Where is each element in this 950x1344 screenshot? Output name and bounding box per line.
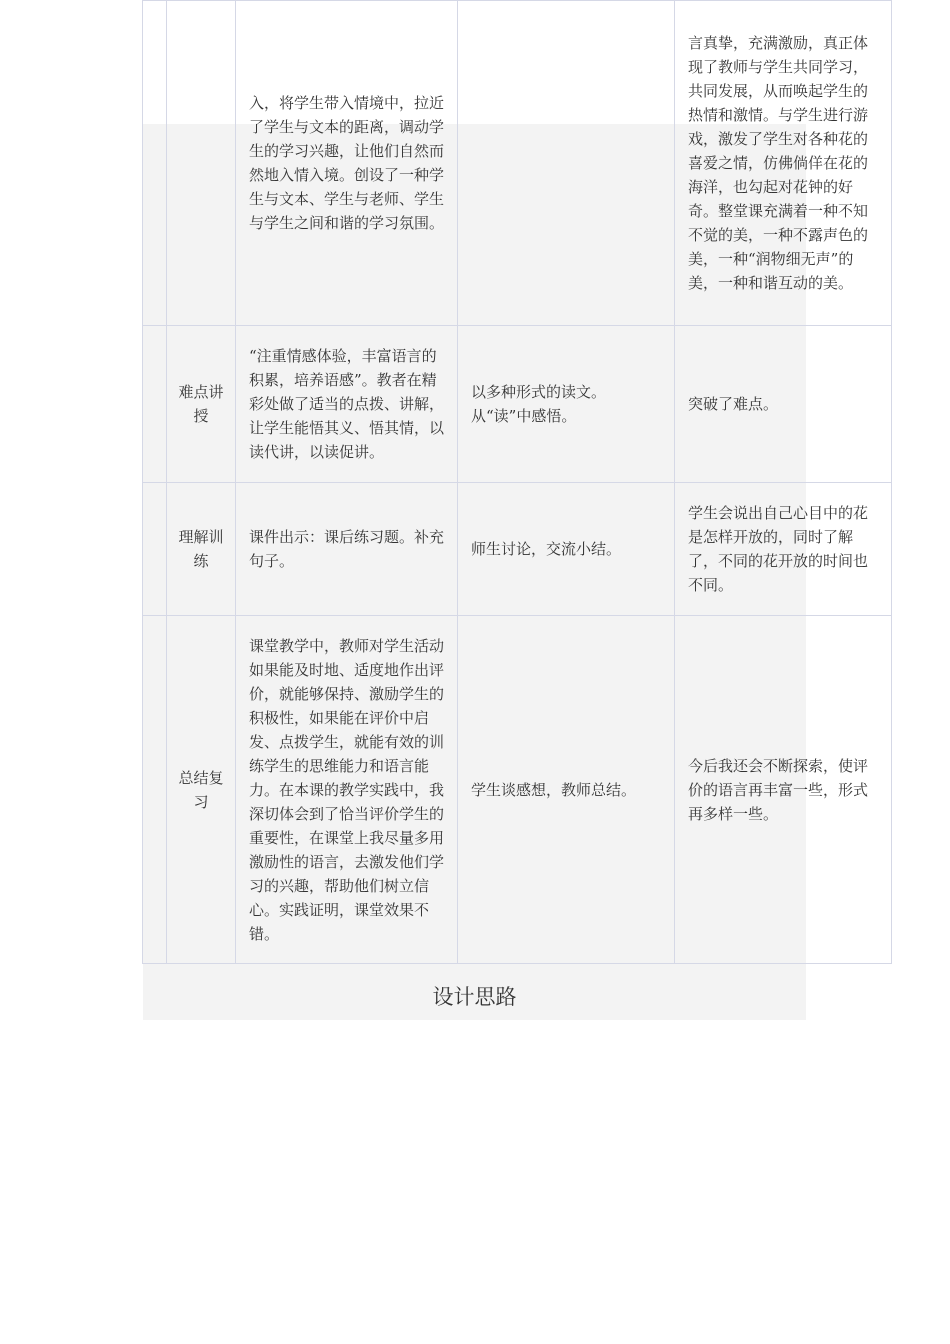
lesson-evaluation-table [142, 0, 892, 964]
student-activity-cell: 师生讨论，交流小结。 [458, 483, 675, 616]
row-margin-cell [143, 616, 167, 964]
effect-cell: 今后我还会不断探索，使评价的语言再丰富一些，形式再多样一些。 [675, 616, 892, 964]
row-margin-cell [143, 1, 167, 326]
table-row [143, 326, 892, 483]
section-title: 设计思路 [432, 985, 517, 1009]
teacher-activity-cell: “注重情感体验，丰富语言的积累，培养语感”。教者在精彩处做了适当的点拨、讲解，让学生能悟其义、悟其情，以读代讲，以读促讲。 [236, 326, 458, 483]
effect-cell: 突破了难点。 [675, 326, 892, 483]
teacher-activity-cell: 课堂教学中，教师对学生活动如果能及时地、适度地作出评价，就能够保持、激励学生的积极性，如果能在评价中启发、点拨学生，就能有效的训练学生的思维能力和语言能力。在本课的教学实践中，我深切体会到了恰当评价学生的重要性，在课堂上我尽量多用激励性的语言，去激发他们学习的兴趣，帮助他们树立信心。实践证明，课堂效果不错。 [236, 616, 458, 964]
student-activity-cell: 学生谈感想，教师总结。 [458, 616, 675, 964]
stage-cell: 总结复习 [167, 616, 236, 964]
stage-cell: 理解训练 [167, 483, 236, 616]
stage-cell: 难点讲授 [167, 326, 236, 483]
effect-cell: 学生会说出自己心目中的花是怎样开放的，同时了解了，不同的花开放的时间也不同。 [675, 483, 892, 616]
stage-cell [167, 1, 236, 326]
table-row [143, 616, 892, 964]
table-row [143, 1, 892, 326]
row-margin-cell [143, 483, 167, 616]
row-margin-cell [143, 326, 167, 483]
student-activity-cell: 以多种形式的读文。从“读”中感悟。 [458, 326, 675, 483]
student-activity-cell [458, 1, 675, 326]
teacher-activity-cell: 入，将学生带入情境中，拉近了学生与文本的距离，调动学生的学习兴趣，让他们自然而然地入情入境。创设了一种学生与文本、学生与老师、学生与学生之间和谐的学习氛围。 [236, 1, 458, 326]
teacher-activity-cell: 课件出示：课后练习题。补充句子。 [236, 483, 458, 616]
table-row [143, 483, 892, 616]
effect-cell: 言真挚，充满激励，真正体现了教师与学生共同学习，共同发展，从而唤起学生的热情和激情。与学生进行游戏，激发了学生对各种花的喜爱之情，仿佛倘佯在花的海洋，也勾起对花钟的好奇。整堂课充满着一种不知不觉的美，一种不露声色的美，一种“润物细无声”的美，一种和谐互动的美。 [675, 1, 892, 326]
